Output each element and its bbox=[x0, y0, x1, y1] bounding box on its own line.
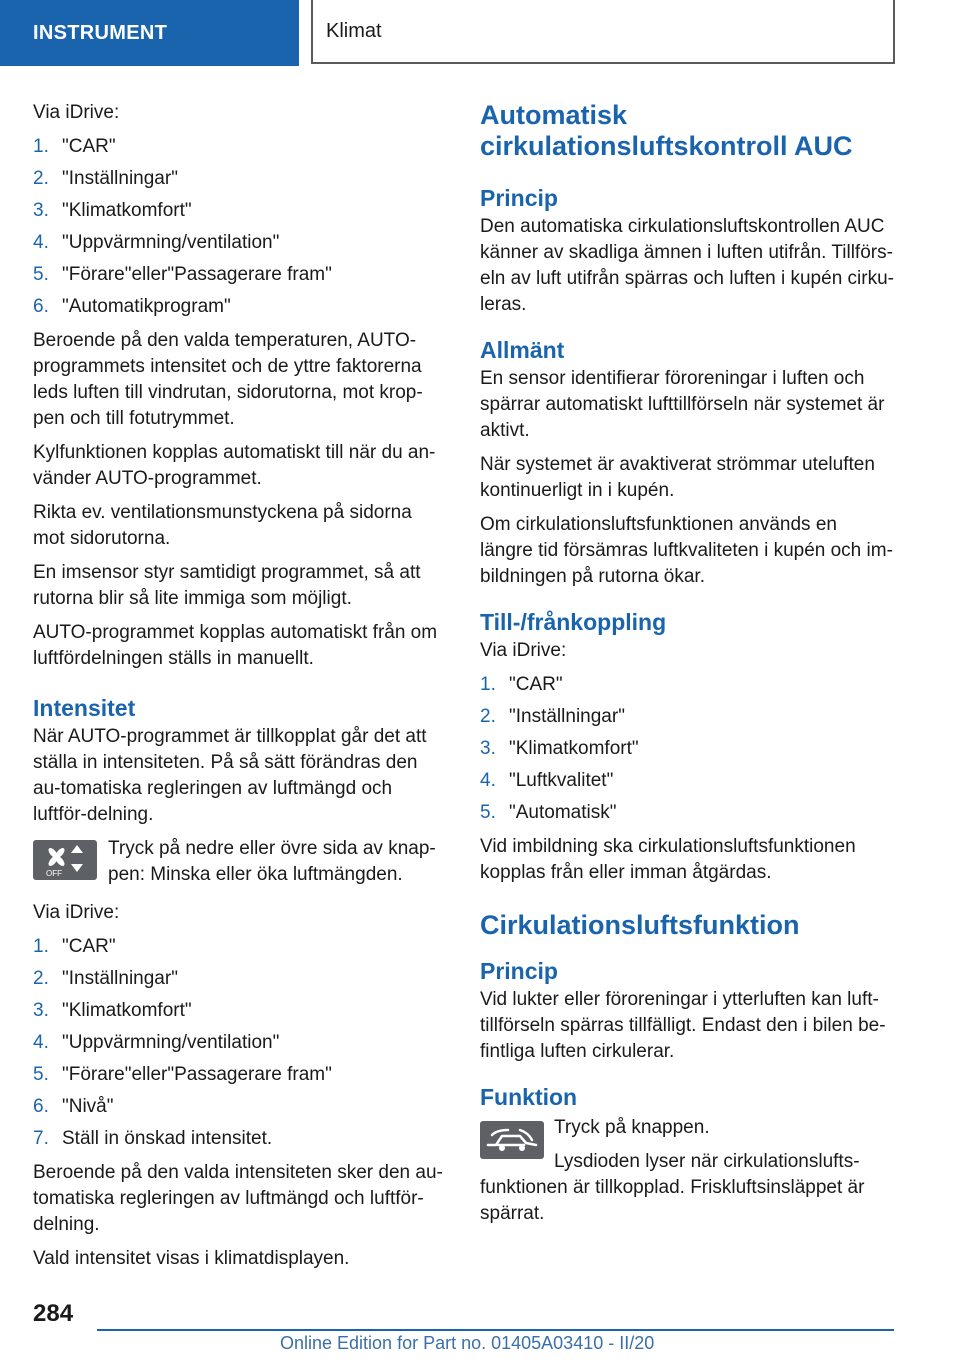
step-number: 5. bbox=[480, 802, 496, 823]
step-text: "Inställningar" bbox=[62, 168, 178, 189]
step-text: "Klimatkomfort" bbox=[62, 1000, 192, 1021]
list-item bbox=[33, 198, 448, 224]
step-text: "Förare"eller"Passagerare fram" bbox=[62, 1064, 332, 1085]
list-item bbox=[33, 1062, 448, 1088]
step-number: 6. bbox=[33, 1096, 49, 1117]
list-item bbox=[33, 230, 448, 256]
step-number: 3. bbox=[33, 1000, 49, 1021]
left-column bbox=[33, 100, 448, 1280]
recirculation-button-icon bbox=[480, 1121, 544, 1159]
paragraph: Tryck på knappen. bbox=[554, 1117, 710, 1138]
list-item bbox=[33, 1030, 448, 1056]
list-item bbox=[33, 262, 448, 288]
step-number: 3. bbox=[480, 738, 496, 759]
list-item bbox=[33, 934, 448, 960]
step-text: "Uppvärmning/ventilation" bbox=[62, 1032, 280, 1053]
step-text: "Klimatkomfort" bbox=[509, 738, 639, 759]
step-text: "Luftkvalitet" bbox=[509, 770, 614, 791]
section-tab: INSTRUMENT bbox=[0, 0, 299, 66]
step-number: 3. bbox=[33, 200, 49, 221]
list-item bbox=[480, 800, 895, 826]
step-number: 2. bbox=[480, 706, 496, 727]
step-text: "Uppvärmning/ventilation" bbox=[62, 232, 280, 253]
list-item bbox=[33, 998, 448, 1024]
footer-divider bbox=[97, 1329, 894, 1331]
till-fran-heading: Till-/frånkoppling bbox=[480, 609, 667, 635]
allmant-heading: Allmänt bbox=[480, 337, 565, 363]
via-idrive-label: Via iDrive: bbox=[480, 640, 567, 661]
step-text: "CAR" bbox=[509, 674, 563, 695]
step-text: "Automatisk" bbox=[509, 802, 617, 823]
list-item bbox=[480, 672, 895, 698]
idrive-steps-list bbox=[33, 934, 448, 1152]
paragraph: Rikta ev. ventilationsmunstyckena på sidorna mot sidorutorna. bbox=[33, 502, 412, 549]
page-number: 284 bbox=[33, 1300, 74, 1327]
paragraph bbox=[480, 1149, 895, 1227]
step-text: "Nivå" bbox=[62, 1096, 114, 1117]
step-number: 5. bbox=[33, 1064, 49, 1085]
cirkulation-heading: Cirkulationsluftsfunktion bbox=[480, 910, 800, 940]
list-item bbox=[480, 768, 895, 794]
list-item bbox=[33, 1094, 448, 1120]
princip-heading: Princip bbox=[480, 958, 558, 984]
step-text: "Inställningar" bbox=[509, 706, 625, 727]
fan-button-icon bbox=[33, 840, 97, 880]
paragraph: AUTO-programmet kopplas automatiskt från om luftfördelningen ställs in manuellt. bbox=[33, 622, 438, 669]
funktion-led-text: Lysdioden lyser när cirkulationslufts-funktionen är tillkopplad. Friskluftsinsläppet är spärrat. bbox=[480, 1151, 865, 1224]
step-number: 4. bbox=[480, 770, 496, 791]
off-label: OFF bbox=[46, 869, 62, 878]
via-idrive-label: Via iDrive: bbox=[33, 902, 120, 923]
paragraph: Beroende på den valda intensiteten sker den au-tomatiska regleringen av luftmängd och luftför-delning. bbox=[33, 1162, 443, 1235]
step-text: "CAR" bbox=[62, 936, 116, 957]
paragraph: När systemet är avaktiverat strömmar uteluften kontinuerligt in i kupén. bbox=[480, 454, 875, 501]
step-number: 6. bbox=[33, 296, 49, 317]
chapter-title: Klimat bbox=[311, 0, 895, 64]
edition-note: Online Edition for Part no. 01405A03410 - II/20 bbox=[280, 1333, 655, 1353]
paragraph: Den automatiska cirkulationsluftskontrollen AUC känner av skadliga ämnen i luften utifrån. Tillförs-eln av luft utifrån spärras och luften i kupén cirku-leras. bbox=[480, 216, 894, 315]
right-column bbox=[480, 100, 895, 1235]
step-text: "Klimatkomfort" bbox=[62, 200, 192, 221]
step-text: "Förare"eller"Passagerare fram" bbox=[62, 264, 332, 285]
paragraph: En imsensor styr samtidigt programmet, så att rutorna blir så lite immiga som möjligt. bbox=[33, 562, 421, 609]
paragraph: När AUTO-programmet är tillkopplat går det att ställa in intensiteten. På så sätt förändras den au-tomatiska regleringen av luftmängd och luftför-delning. bbox=[33, 726, 427, 825]
step-number: 7. bbox=[33, 1128, 49, 1149]
list-item bbox=[33, 166, 448, 192]
fan-button-instruction bbox=[33, 836, 448, 888]
step-number: 1. bbox=[480, 674, 496, 695]
funktion-heading: Funktion bbox=[480, 1084, 578, 1110]
step-number: 5. bbox=[33, 264, 49, 285]
paragraph: Vid imbildning ska cirkulationsluftsfunktionen kopplas från eller imman åtgärdas. bbox=[480, 836, 856, 883]
paragraph: Kylfunktionen kopplas automatiskt till när du an-vänder AUTO-programmet. bbox=[33, 442, 436, 489]
step-number: 2. bbox=[33, 168, 49, 189]
step-number: 1. bbox=[33, 136, 49, 157]
fan-icon bbox=[33, 840, 97, 880]
idrive-steps-list bbox=[480, 672, 895, 826]
list-item bbox=[33, 966, 448, 992]
idrive-steps-list bbox=[33, 134, 448, 320]
step-text: "Inställningar" bbox=[62, 968, 178, 989]
auc-heading: Automatisk cirkulationsluftskontroll AUC bbox=[480, 100, 853, 161]
list-item bbox=[33, 294, 448, 320]
page-header bbox=[0, 0, 960, 66]
list-item bbox=[33, 134, 448, 160]
button-instruction-text: Tryck på nedre eller övre sida av knap-pen: Minska eller öka luftmängden. bbox=[108, 838, 436, 885]
step-number: 4. bbox=[33, 232, 49, 253]
intensitet-heading: Intensitet bbox=[33, 695, 136, 721]
step-number: 2. bbox=[33, 968, 49, 989]
list-item bbox=[480, 736, 895, 762]
list-item bbox=[480, 704, 895, 730]
paragraph: Om cirkulationsluftsfunktionen används en längre tid försämras luftkvaliteten i kupén och im-bildningen på rutorna ökar. bbox=[480, 514, 893, 587]
via-idrive-label: Via iDrive: bbox=[33, 102, 120, 123]
step-number: 4. bbox=[33, 1032, 49, 1053]
list-item bbox=[33, 1126, 448, 1152]
paragraph: Beroende på den valda temperaturen, AUTO-programmets intensitet och de yttre faktorerna leds luften till vindrutan, sidorutorna, mot krop-pen och till fotutrymmet. bbox=[33, 330, 423, 429]
step-text: "CAR" bbox=[62, 136, 116, 157]
paragraph: En sensor identifierar föroreningar i luften och spärrar automatiskt lufttillförseln när systemet är aktivt. bbox=[480, 368, 885, 441]
recirculation-car-icon bbox=[480, 1121, 544, 1159]
paragraph: Vid lukter eller föroreningar i ytterluften kan luft-tillförseln spärras tillfälligt. Endast den i bilen be-fintliga luften cirkulerar. bbox=[480, 989, 886, 1062]
recirculation-instruction bbox=[480, 1115, 895, 1227]
paragraph: Vald intensitet visas i klimatdisplayen. bbox=[33, 1248, 350, 1269]
step-number: 1. bbox=[33, 936, 49, 957]
step-text: Ställ in önskad intensitet. bbox=[62, 1128, 273, 1149]
step-text: "Automatikprogram" bbox=[62, 296, 231, 317]
princip-heading: Princip bbox=[480, 185, 558, 211]
